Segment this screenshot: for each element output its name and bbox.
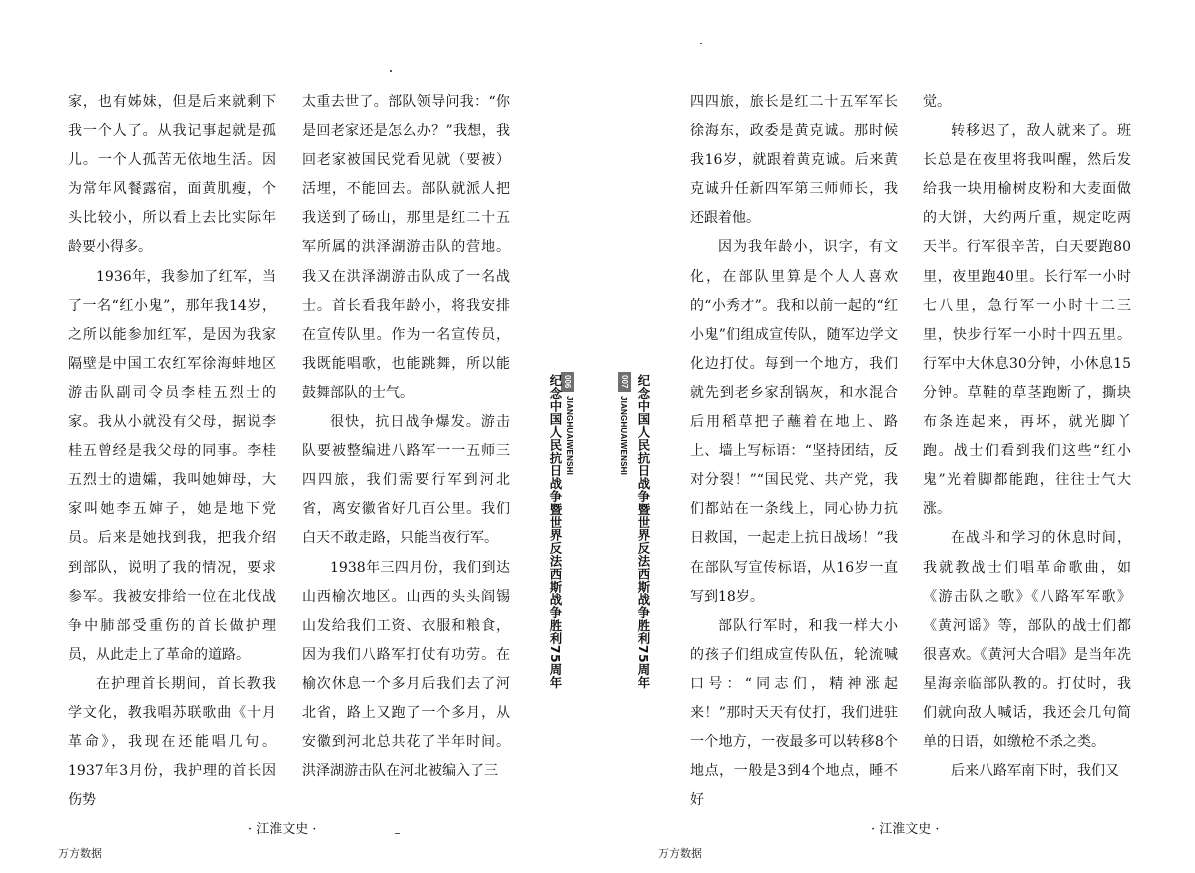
paragraph: 太重去世了。部队领导问我：“你是回老家还是怎么办？”我想，我回老家被国民党看见就（要被）活埋，不能回去。部队就派人把我送到了砀山，那里是红二十五军所属的洪泽湖游击队的营地。我又在洪泽湖游击队成了一名战士。首长看我年龄小，将我安排在宣传队里。作为一名宣传员，我既能唱歌，也能跳舞，所以能鼓舞部队的士气。 <box>302 94 510 401</box>
left-footer: · 江淮文史 · <box>248 822 317 837</box>
page-number-badge: 007 <box>618 372 631 392</box>
right-footer: · 江淮文史 · <box>871 822 940 837</box>
right-page-column-1 <box>690 88 898 809</box>
scan-artifact <box>700 43 702 44</box>
running-head-english: JIANGHUAIWENSHI <box>565 396 574 476</box>
right-watermark: 万方数据 <box>658 847 702 860</box>
paragraph: 四四旅，旅长是红二十五军军长徐海东，政委是黄克诚。那时候我16岁，就跟着黄克诚。后来黄克诚升任新四军第三师师长，我还跟着他。 <box>690 94 898 227</box>
page-number-badge: 006 <box>561 372 574 392</box>
paragraph: 觉。 <box>923 94 951 110</box>
paragraph: 在战斗和学习的休息时间，我就教战士们唱革命歌曲，如《游击队之歌》《八路军军歌》《黄河谣》等，部队的战士们都很喜欢。《黄河大合唱》是当年冼星海亲临部队教的。打仗时，我们就向敌人喊话，我还会几句简单的日语，如缴枪不杀之类。 <box>923 530 1131 751</box>
paragraph: 很快，抗日战争爆发。游击队要被整编进八路军一一五师三四四旅，我们需要行军到河北省，离安徽省好几百公里。我们白天不敢走路，只能当夜行军。 <box>302 414 510 547</box>
paragraph: 在护理首长期间，首长教我学文化，教我唱苏联歌曲《十月革命》，我现在还能唱几句。1937年3月份，我护理的首长因伤势 <box>68 675 276 809</box>
right-page-column-2 <box>923 88 1131 778</box>
paragraph: 后来八路军南下时，我们又 <box>951 763 1119 780</box>
scan-artifact <box>395 833 400 834</box>
paragraph: 转移迟了，敌人就来了。班长总是在夜里将我叫醒，然后发给我一块用榆树皮粉和大麦面做的大饼，大约两斤重，规定吃两天半。行军很辛苦，白天要跑80里，夜里跑40里。长行军一小时七八里，急行军一小时十二三里，快步行军一小时十四五里。行军中大休息30分钟，小休息15分钟。草鞋的草茎跑断了，撕块布条连起来，再坏，就光脚丫跑。战士们看到我们这些“红小鬼”光着脚都能跑，往往士气大涨。 <box>923 123 1131 518</box>
paragraph: 家，也有姊妹，但是后来就剩下我一个人了。从我记事起就是孤儿。一个人孤苦无依地生活。因为常年风餐露宿，面黄肌瘦，个头比较小，所以看上去比实际年龄要小得多。 <box>68 94 276 256</box>
paragraph: 因为我年龄小，识字，有文化，在部队里算是个人人喜欢的“小秀才”。我和以前一起的“红小鬼”们组成宣传队，随军边学文化边打仗。每到一个地方，我们就先到老乡家刮锅灰，和水混合后用稻草把子蘸着在地上、路上、墙上写标语：“坚持团结，反对分裂！”“国民党、共产党，我们都站在一条线上，同心协力抗日救国，一起走上抗日战场！”我在部队写宣传标语，从16岁一直写到18岁。 <box>690 239 898 605</box>
paragraph: 1936年，我参加了红军，当了一名“红小鬼”，那年我14岁，之所以能参加红军，是因为我家隔壁是中国工农红军徐海蚌地区游击队副司令员李桂五烈士的家。我从小就没有父母，据说李桂五曾经是我父母的同事。李桂五烈士的遗孀，我叫她婶母，大家叫她李五婶子，她是地下党员。后来是她找到我，把我介绍到部队，说明了我的情况，要求参军。我被安排给一位在北伐战争中肺部受重伤的首长做护理员，从此走上了革命的道路。 <box>68 268 276 663</box>
left-page-column-1 <box>68 88 276 809</box>
left-page-column-2 <box>302 88 510 778</box>
scan-artifact <box>390 70 392 72</box>
running-head-title: 纪念中国人民抗日战争暨世界反法西斯战争胜利75周年 <box>636 374 651 689</box>
running-head-title: 纪念中国人民抗日战争暨世界反法西斯战争胜利75周年 <box>548 374 563 689</box>
paragraph: 部队行军时，和我一样大小的孩子们组成宣传队伍，轮流喊口号：“同志们，精神涨起来！”那时天天有仗打，我们进驻一个地方，一夜最多可以转移8个地点，一般是3到4个地点，睡不好 <box>690 617 898 809</box>
left-watermark: 万方数据 <box>58 847 102 860</box>
running-head-english: JIANGHUAIWENSHI <box>619 396 628 476</box>
paragraph: 1938年三四月份，我们到达山西榆次地区。山西的头头阎锡山发给我们工资、衣服和粮食，因为我们八路军打仗有功劳。在榆次休息一个多月后我们去了河北省，路上又跑了一个多月，从安徽到河北总共花了半年时间。洪泽湖游击队在河北被编入了三 <box>302 559 510 780</box>
